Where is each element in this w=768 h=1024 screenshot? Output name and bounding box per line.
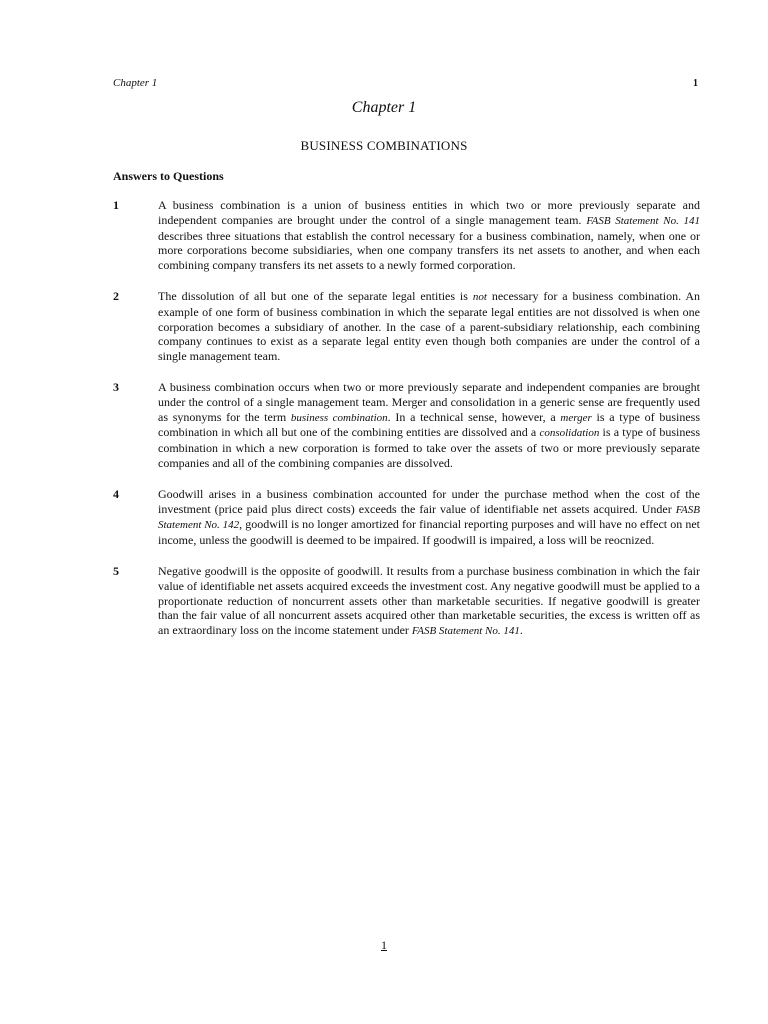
running-header-page-number: 1 bbox=[693, 78, 698, 89]
answer-number: 3 bbox=[113, 379, 119, 394]
italic-term: FASB Statement No. 141 bbox=[586, 214, 700, 227]
answer-text bbox=[158, 198, 700, 273]
answer-text bbox=[158, 564, 700, 639]
answer-text bbox=[158, 380, 700, 471]
footer-page-number: 1 bbox=[381, 938, 387, 952]
text-run: Goodwill arises in a business combination accounted for under the purchase method when the cost of the investment (price paid plus direct costs) exceeds the fair value of identifiable net assets acquired. Under bbox=[158, 486, 700, 516]
italic-term: consolidation bbox=[539, 427, 600, 440]
running-header-chapter: Chapter 1 bbox=[113, 77, 158, 89]
text-run: is a type of business combination in which a new corporation is formed to take over the assets of two or more previously separate companies and all of the combining companies are dissolved. bbox=[158, 425, 700, 470]
answer-number: 2 bbox=[113, 288, 119, 303]
text-run: . In a technical sense, however, a bbox=[387, 409, 561, 424]
answer-number: 5 bbox=[113, 563, 119, 578]
answer-item bbox=[113, 564, 700, 639]
answer-number: 4 bbox=[113, 486, 119, 501]
italic-term: business combination bbox=[290, 411, 388, 424]
answer-text bbox=[158, 289, 700, 364]
text-run: A business combination occurs when two or more previously separate and independent companies are brought under the control of a single management team. Merger and consolidation in a generic sense are frequently used as synonyms for the term bbox=[158, 379, 700, 424]
text-run: A business combination is a union of business entities in which two or more previously separate and independent companies are brought under the control of a single management team. bbox=[158, 198, 700, 227]
text-run: The dissolution of all but one of the separate legal entities is bbox=[158, 288, 473, 303]
answer-text bbox=[158, 487, 700, 548]
section-heading: Answers to Questions bbox=[113, 169, 224, 183]
chapter-title: Chapter 1 bbox=[351, 99, 417, 116]
italic-term: FASB Statement No. 142 bbox=[158, 503, 700, 532]
answers-list bbox=[113, 198, 700, 655]
text-run: . bbox=[519, 623, 523, 638]
text-run: describes three situations that establish the control necessary for a business combination, namely, when one or more corporations become subsidiaries, when one company transfers its net assets to another, and when each combining company transfers its net assets to a newly formed corporation. bbox=[158, 228, 700, 273]
text-run: is a type of business combination in which all but one of the combining entities are dissolved and a bbox=[158, 409, 701, 440]
italic-term: merger bbox=[560, 411, 592, 424]
text-run: Negative goodwill is the opposite of goodwill. It results from a purchase business combination in which the fair value of identifiable net assets acquired exceeds the investment cost. Any negative goodwill must be applied to a proportionate reduction of noncurrent assets other than marketable securities. If negative goodwill is greater than the fair value of all noncurrent assets acquired other than marketable securities, the excess is written off as an extraordinary loss on the income statement under bbox=[158, 563, 700, 638]
document-title: BUSINESS COMBINATIONS bbox=[300, 138, 468, 153]
text-run: necessary for a business combination. An example of one form of business combination in which the separate legal entities are not dissolved is when one corporation becomes a subsidiary of another. In the case of a parent-subsidiary relationship, each combining company continues to exist as a separate legal entity even though both companies are under the control of a single management team. bbox=[158, 288, 700, 364]
italic-term: FASB Statement No. 141 bbox=[411, 625, 520, 638]
answer-item bbox=[113, 198, 700, 273]
answer-item bbox=[113, 289, 700, 364]
italic-term: not bbox=[472, 290, 487, 303]
answer-item bbox=[113, 380, 700, 471]
answer-number: 1 bbox=[113, 198, 119, 212]
text-run: , goodwill is no longer amortized for financial reporting purposes and will have no effect on net income, unless the goodwill is deemed to be impaired. If goodwill is impaired, a loss will be reocnized. bbox=[158, 517, 700, 548]
answer-item bbox=[113, 487, 700, 548]
